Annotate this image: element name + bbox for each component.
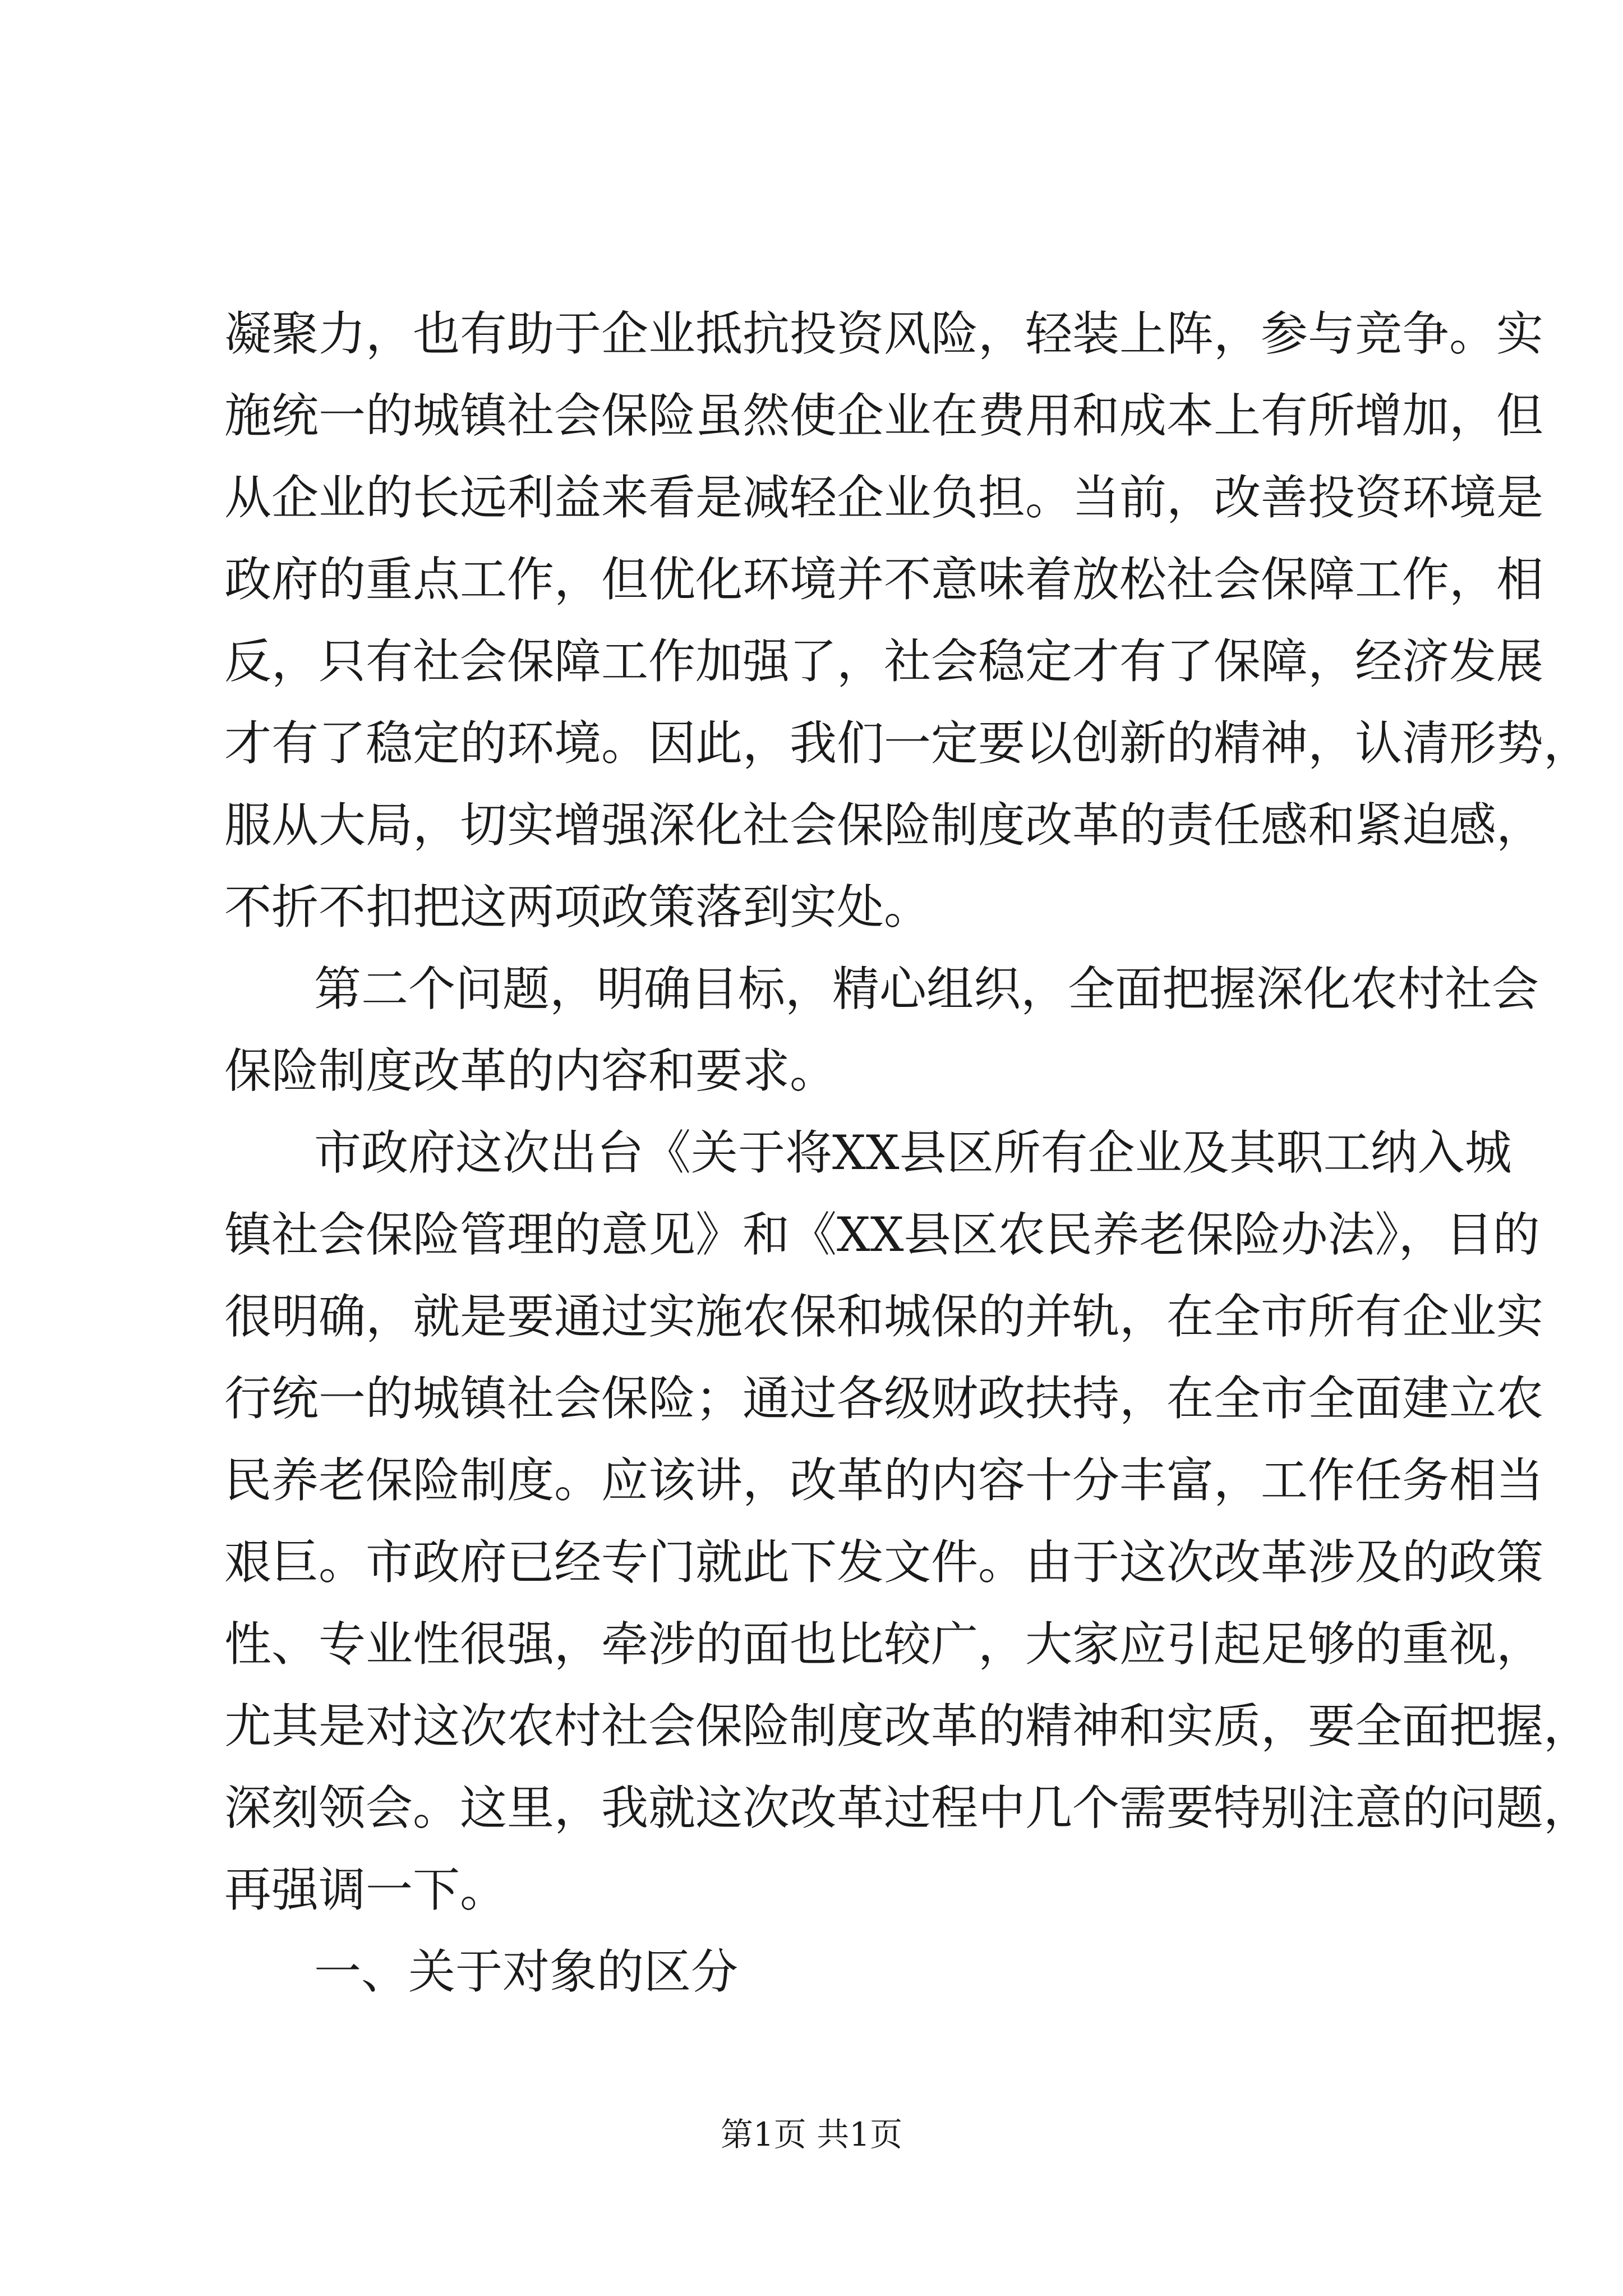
text-line: 反，只有社会保障工作加强了，社会稳定才有了保障，经济发展 — [224, 634, 1544, 689]
text-line: 市政府这次出台《关于将XX县区所有企业及其职工纳入城 — [314, 1125, 1512, 1180]
text-line: 再强调一下。 — [224, 1862, 508, 1917]
text-line: 从企业的长远利益来看是减轻企业负担。当前，改善投资环境是 — [224, 470, 1544, 525]
text-line: 很明确，就是要通过实施农保和城保的并轨，在全市所有企业实 — [224, 1289, 1544, 1344]
text-line: 凝聚力，也有助于企业抵抗投资风险，轻装上阵，参与竞争。实 — [224, 306, 1544, 361]
text-line: 镇社会保险管理的意见》和《XX县区农民养老保险办法》，目的 — [224, 1207, 1540, 1262]
text-line: 服从大局，切实增强深化社会保险制度改革的责任感和紧迫感， — [224, 798, 1544, 853]
text-line: 政府的重点工作，但优化环境并不意味着放松社会保障工作，相 — [224, 552, 1544, 607]
text-line: 深刻领会。这里，我就这次改革过程中几个需要特别注意的问题， — [224, 1780, 1591, 1835]
text-line: 一、关于对象的区分 — [314, 1944, 739, 1999]
text-line: 艰巨。市政府已经专门就此下发文件。由于这次改革涉及的政策 — [224, 1535, 1544, 1590]
text-line: 第二个问题，明确目标，精心组织，全面把握深化农村社会 — [314, 961, 1539, 1016]
text-line: 施统一的城镇社会保险虽然使企业在费用和成本上有所增加，但 — [224, 388, 1544, 443]
text-line: 行统一的城镇社会保险；通过各级财政扶持，在全市全面建立农 — [224, 1371, 1544, 1426]
text-line: 不折不扣把这两项政策落到实处。 — [224, 880, 932, 935]
page-footer: 第1页 共1页 — [720, 2115, 903, 2154]
text-line: 性、专业性很强，牵涉的面也比较广，大家应引起足够的重视， — [224, 1617, 1544, 1672]
text-line: 民养老保险制度。应该讲，改革的内容十分丰富，工作任务相当 — [224, 1453, 1544, 1508]
text-line: 尤其是对这次农村社会保险制度改革的精神和实质，要全面把握， — [224, 1699, 1591, 1754]
text-line: 保险制度改革的内容和要求。 — [224, 1043, 837, 1098]
text-line: 才有了稳定的环境。因此，我们一定要以创新的精神，认清形势， — [224, 716, 1591, 771]
